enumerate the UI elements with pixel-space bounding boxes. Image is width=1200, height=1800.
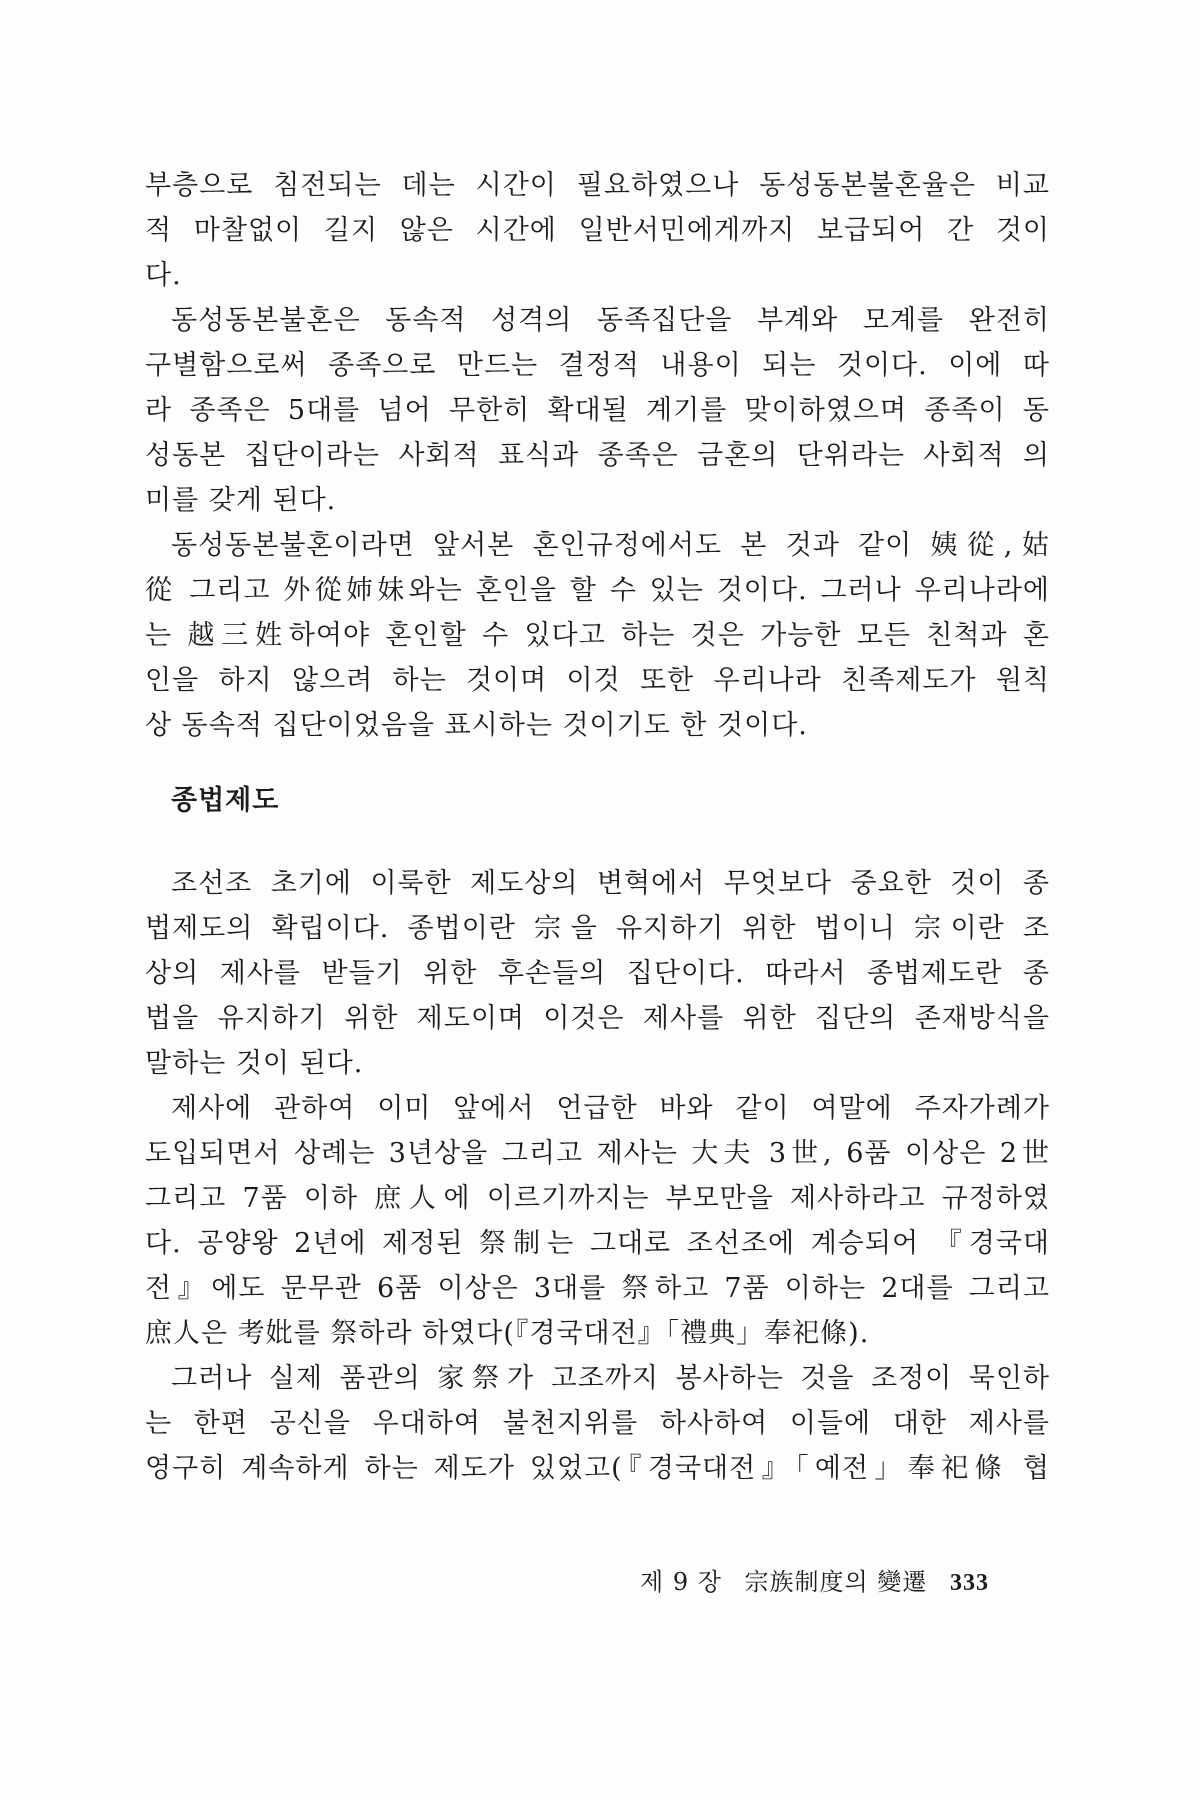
text-line: 그리고 7품 이하 庶人에 이르기까지는 부모만을 제사하라고 규정하였 <box>145 1183 1050 1214</box>
paragraph <box>145 298 1050 523</box>
text-line: 도입되면서 상례는 3년상을 그리고 제사는 大夫 3世, 6품 이상은 2世 <box>145 1138 1050 1169</box>
text-line: 적 마찰없이 길지 않은 시간에 일반서민에게까지 보급되어 간 것이 <box>145 215 1050 246</box>
text-line: 라 종족은 5대를 넘어 무한히 확대될 계기를 맞이하였으며 종족이 동 <box>145 395 1050 426</box>
text-line: 조선조 초기에 이룩한 제도상의 변혁에서 무엇보다 중요한 것이 종 <box>171 868 1050 899</box>
paragraph <box>145 523 1050 748</box>
text-line: 상의 제사를 받들기 위한 후손들의 집단이다. 따라서 종법제도란 종 <box>145 958 1050 989</box>
text-line: 법을 유지하기 위한 제도이며 이것은 제사를 위한 집단의 존재방식을 <box>145 1003 1050 1034</box>
text-line: 는 한편 공신을 우대하여 불천지위를 하사하여 이들에 대한 제사를 <box>145 1408 1050 1439</box>
text-line: 동성동본불혼은 동속적 성격의 동족집단을 부계와 모계를 완전히 <box>171 305 1050 336</box>
text-line: 부층으로 침전되는 데는 시간이 필요하였으나 동성동본불혼율은 비교 <box>145 170 1050 201</box>
chapter-title: 宗族制度의 變遷 <box>744 1568 928 1596</box>
paragraph <box>145 1086 1050 1356</box>
text-line: 구별함으로써 종족으로 만드는 결정적 내용이 되는 것이다. 이에 따 <box>145 350 1050 381</box>
running-footer <box>640 1562 989 1597</box>
text-line: 인을 하지 않으려 하는 것이며 이것 또한 우리나라 친족제도가 원칙 <box>145 665 1050 696</box>
text-line: 庶人은 考妣를 祭하라 하였다(『경국대전』「禮典」奉祀條). <box>145 1318 870 1349</box>
text-line: 동성동본불혼이라면 앞서본 혼인규정에서도 본 것과 같이 姨從,姑 <box>171 530 1050 561</box>
text-line: 성동본 집단이라는 사회적 표식과 종족은 금혼의 단위라는 사회적 의 <box>145 440 1050 471</box>
text-line: 전』에도 문무관 6품 이상은 3대를 祭하고 7품 이하는 2대를 그리고 <box>145 1273 1050 1304</box>
text-line: 미를 갖게 된다. <box>145 485 337 516</box>
text-line: 다. <box>145 260 182 291</box>
text-line: 는 越三姓하여야 혼인할 수 있다고 하는 것은 가능한 모든 친척과 혼 <box>145 620 1050 651</box>
paragraph <box>145 1356 1050 1491</box>
text-line: 제사에 관하여 이미 앞에서 언급한 바와 같이 여말에 주자가례가 <box>171 1093 1050 1124</box>
text-line: 그러나 실제 품관의 家祭가 고조까지 봉사하는 것을 조정이 묵인하 <box>171 1363 1050 1394</box>
page-body <box>145 163 1050 1491</box>
text-line: 법제도의 확립이다. 종법이란 宗을 유지하기 위한 법이니 宗이란 조 <box>145 913 1050 944</box>
text-line: 말하는 것이 된다. <box>145 1048 364 1079</box>
chapter-number: 제 9 장 <box>640 1568 722 1596</box>
text-line: 상 동속적 집단이었음을 표시하는 것이기도 한 것이다. <box>145 710 808 741</box>
text-line: 영구히 계속하게 하는 제도가 있었고(『경국대전』「예전」奉祀條 협 <box>145 1453 1050 1484</box>
page-number: 333 <box>950 1570 989 1596</box>
text-line: 다. 공양왕 2년에 제정된 祭制는 그대로 조선조에 계승되어 『경국대 <box>145 1228 1050 1259</box>
section-heading: 종법제도 <box>171 785 280 816</box>
text-line: 從 그리고 外從姉妹와는 혼인을 할 수 있는 것이다. 그러나 우리나라에 <box>145 575 1050 606</box>
paragraph <box>145 163 1050 298</box>
paragraph <box>145 861 1050 1086</box>
